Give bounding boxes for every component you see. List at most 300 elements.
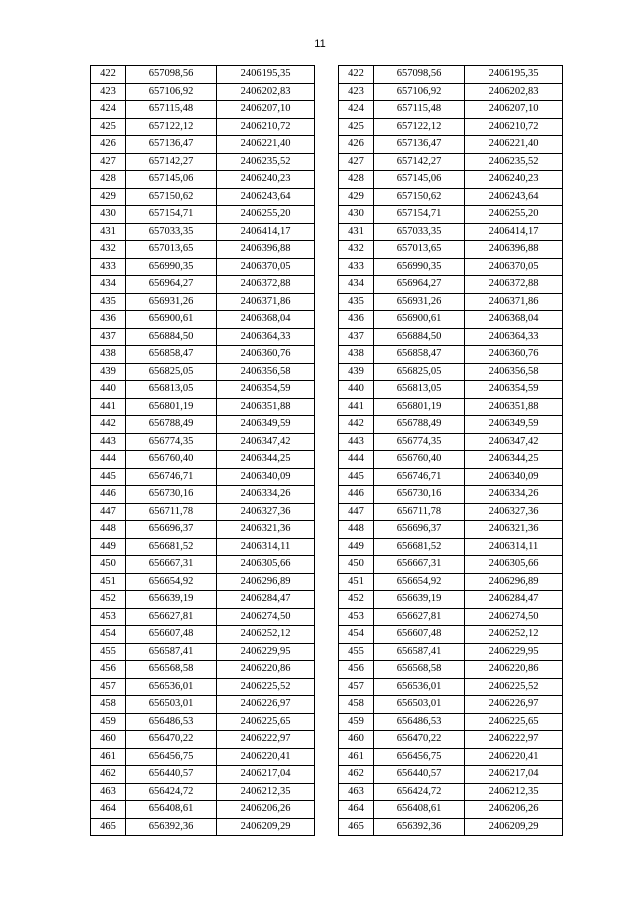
table-row	[339, 608, 563, 626]
x-coordinate-cell: 656470,22	[126, 731, 217, 749]
x-coordinate-cell: 657122,12	[374, 118, 465, 136]
x-coordinate-cell: 657013,65	[374, 241, 465, 259]
table-row	[91, 136, 315, 154]
y-coordinate-cell: 2406209,29	[217, 818, 315, 836]
table-row	[339, 398, 563, 416]
y-coordinate-cell: 2406354,59	[217, 381, 315, 399]
x-coordinate-cell: 657145,06	[374, 171, 465, 189]
table-row	[91, 118, 315, 136]
point-number-cell: 449	[339, 538, 374, 556]
y-coordinate-cell: 2406255,20	[217, 206, 315, 224]
x-coordinate-cell: 657033,35	[126, 223, 217, 241]
point-number-cell: 422	[91, 66, 126, 84]
y-coordinate-cell: 2406225,52	[465, 678, 563, 696]
table-row	[91, 556, 315, 574]
point-number-cell: 445	[91, 468, 126, 486]
x-coordinate-cell: 657122,12	[126, 118, 217, 136]
y-coordinate-cell: 2406360,76	[217, 346, 315, 364]
table-row	[339, 556, 563, 574]
point-number-cell: 456	[91, 661, 126, 679]
x-coordinate-cell: 656825,05	[374, 363, 465, 381]
y-coordinate-cell: 2406296,89	[465, 573, 563, 591]
x-coordinate-cell: 656858,47	[374, 346, 465, 364]
x-coordinate-cell: 656587,41	[374, 643, 465, 661]
point-number-cell: 434	[91, 276, 126, 294]
y-coordinate-cell: 2406225,65	[465, 713, 563, 731]
point-number-cell: 465	[339, 818, 374, 836]
y-coordinate-cell: 2406222,97	[465, 731, 563, 749]
point-number-cell: 457	[339, 678, 374, 696]
x-coordinate-cell: 657142,27	[374, 153, 465, 171]
table-row	[339, 328, 563, 346]
point-number-cell: 439	[91, 363, 126, 381]
y-coordinate-cell: 2406195,35	[465, 66, 563, 84]
table-row	[91, 66, 315, 84]
x-coordinate-cell: 656711,78	[374, 503, 465, 521]
x-coordinate-cell: 656503,01	[374, 696, 465, 714]
table-row	[91, 258, 315, 276]
y-coordinate-cell: 2406202,83	[465, 83, 563, 101]
table-row	[339, 766, 563, 784]
table-body-right	[339, 66, 563, 836]
x-coordinate-cell: 656681,52	[374, 538, 465, 556]
x-coordinate-cell: 656788,49	[126, 416, 217, 434]
point-number-cell: 440	[91, 381, 126, 399]
table-row	[339, 748, 563, 766]
point-number-cell: 444	[91, 451, 126, 469]
table-row	[339, 381, 563, 399]
y-coordinate-cell: 2406209,29	[465, 818, 563, 836]
table-row	[339, 801, 563, 819]
x-coordinate-cell: 656884,50	[374, 328, 465, 346]
y-coordinate-cell: 2406340,09	[465, 468, 563, 486]
x-coordinate-cell: 656858,47	[126, 346, 217, 364]
point-number-cell: 458	[91, 696, 126, 714]
point-number-cell: 462	[91, 766, 126, 784]
table-row	[91, 328, 315, 346]
point-number-cell: 455	[91, 643, 126, 661]
point-number-cell: 424	[91, 101, 126, 119]
y-coordinate-cell: 2406414,17	[465, 223, 563, 241]
x-coordinate-cell: 656964,27	[374, 276, 465, 294]
table-row	[339, 83, 563, 101]
point-number-cell: 463	[339, 783, 374, 801]
point-number-cell: 439	[339, 363, 374, 381]
y-coordinate-cell: 2406217,04	[217, 766, 315, 784]
table-row	[91, 293, 315, 311]
point-number-cell: 433	[339, 258, 374, 276]
y-coordinate-cell: 2406240,23	[217, 171, 315, 189]
x-coordinate-cell: 656774,35	[374, 433, 465, 451]
y-coordinate-cell: 2406344,25	[217, 451, 315, 469]
table-row	[339, 241, 563, 259]
table-row	[339, 223, 563, 241]
x-coordinate-cell: 656900,61	[126, 311, 217, 329]
point-number-cell: 427	[91, 153, 126, 171]
x-coordinate-cell: 656408,61	[126, 801, 217, 819]
point-number-cell: 432	[91, 241, 126, 259]
y-coordinate-cell: 2406372,88	[217, 276, 315, 294]
table-row	[91, 626, 315, 644]
y-coordinate-cell: 2406235,52	[217, 153, 315, 171]
point-number-cell: 459	[339, 713, 374, 731]
point-number-cell: 460	[339, 731, 374, 749]
table-row	[91, 223, 315, 241]
table-row	[339, 626, 563, 644]
table-row	[91, 171, 315, 189]
y-coordinate-cell: 2406220,41	[217, 748, 315, 766]
point-number-cell: 459	[91, 713, 126, 731]
y-coordinate-cell: 2406202,83	[217, 83, 315, 101]
table-row	[339, 206, 563, 224]
table-row	[91, 363, 315, 381]
point-number-cell: 428	[91, 171, 126, 189]
table-row	[339, 503, 563, 521]
point-number-cell: 437	[91, 328, 126, 346]
table-row	[91, 83, 315, 101]
point-number-cell: 442	[91, 416, 126, 434]
y-coordinate-cell: 2406296,89	[217, 573, 315, 591]
point-number-cell: 436	[339, 311, 374, 329]
y-coordinate-cell: 2406206,26	[465, 801, 563, 819]
x-coordinate-cell: 656536,01	[126, 678, 217, 696]
table-row	[91, 801, 315, 819]
point-number-cell: 424	[339, 101, 374, 119]
x-coordinate-cell: 656627,81	[126, 608, 217, 626]
point-number-cell: 428	[339, 171, 374, 189]
x-coordinate-cell: 656760,40	[126, 451, 217, 469]
point-number-cell: 461	[91, 748, 126, 766]
table-row	[339, 118, 563, 136]
y-coordinate-cell: 2406305,66	[465, 556, 563, 574]
point-number-cell: 435	[91, 293, 126, 311]
table-row	[91, 153, 315, 171]
table-row	[91, 276, 315, 294]
table-row	[91, 818, 315, 836]
y-coordinate-cell: 2406364,33	[217, 328, 315, 346]
point-number-cell: 426	[91, 136, 126, 154]
point-number-cell: 444	[339, 451, 374, 469]
point-number-cell: 464	[339, 801, 374, 819]
table-row	[91, 416, 315, 434]
x-coordinate-cell: 657150,62	[126, 188, 217, 206]
x-coordinate-cell: 656392,36	[374, 818, 465, 836]
table-row	[91, 503, 315, 521]
x-coordinate-cell: 656440,57	[126, 766, 217, 784]
x-coordinate-cell: 656486,53	[126, 713, 217, 731]
y-coordinate-cell: 2406240,23	[465, 171, 563, 189]
point-number-cell: 435	[339, 293, 374, 311]
point-number-cell: 427	[339, 153, 374, 171]
point-number-cell: 450	[339, 556, 374, 574]
x-coordinate-cell: 656486,53	[374, 713, 465, 731]
point-number-cell: 465	[91, 818, 126, 836]
table-row	[339, 591, 563, 609]
point-number-cell: 463	[91, 783, 126, 801]
point-number-cell: 426	[339, 136, 374, 154]
y-coordinate-cell: 2406351,88	[217, 398, 315, 416]
point-number-cell: 431	[339, 223, 374, 241]
table-row	[91, 661, 315, 679]
y-coordinate-cell: 2406368,04	[217, 311, 315, 329]
x-coordinate-cell: 657106,92	[374, 83, 465, 101]
point-number-cell: 458	[339, 696, 374, 714]
table-row	[339, 818, 563, 836]
x-coordinate-cell: 656587,41	[126, 643, 217, 661]
table-row	[91, 451, 315, 469]
point-number-cell: 447	[339, 503, 374, 521]
y-coordinate-cell: 2406372,88	[465, 276, 563, 294]
table-row	[91, 678, 315, 696]
table-row	[339, 713, 563, 731]
y-coordinate-cell: 2406235,52	[465, 153, 563, 171]
x-coordinate-cell: 656884,50	[126, 328, 217, 346]
table-row	[91, 398, 315, 416]
table-row	[91, 381, 315, 399]
x-coordinate-cell: 656760,40	[374, 451, 465, 469]
point-number-cell: 442	[339, 416, 374, 434]
x-coordinate-cell: 656746,71	[126, 468, 217, 486]
y-coordinate-cell: 2406274,50	[465, 608, 563, 626]
table-row	[339, 521, 563, 539]
y-coordinate-cell: 2406321,36	[465, 521, 563, 539]
point-number-cell: 448	[339, 521, 374, 539]
table-row	[91, 241, 315, 259]
y-coordinate-cell: 2406221,40	[217, 136, 315, 154]
y-coordinate-cell: 2406349,59	[217, 416, 315, 434]
point-number-cell: 449	[91, 538, 126, 556]
y-coordinate-cell: 2406371,86	[465, 293, 563, 311]
x-coordinate-cell: 656440,57	[374, 766, 465, 784]
table-row	[91, 521, 315, 539]
table-row	[91, 346, 315, 364]
table-row	[339, 258, 563, 276]
x-coordinate-cell: 656730,16	[126, 486, 217, 504]
y-coordinate-cell: 2406243,64	[465, 188, 563, 206]
x-coordinate-cell: 656536,01	[374, 678, 465, 696]
point-number-cell: 423	[339, 83, 374, 101]
x-coordinate-cell: 657115,48	[374, 101, 465, 119]
point-number-cell: 448	[91, 521, 126, 539]
y-coordinate-cell: 2406360,76	[465, 346, 563, 364]
y-coordinate-cell: 2406327,36	[465, 503, 563, 521]
y-coordinate-cell: 2406314,11	[465, 538, 563, 556]
x-coordinate-cell: 656639,19	[374, 591, 465, 609]
x-coordinate-cell: 656667,31	[126, 556, 217, 574]
table-row	[339, 153, 563, 171]
table-body-left	[91, 66, 315, 836]
x-coordinate-cell: 657136,47	[374, 136, 465, 154]
y-coordinate-cell: 2406207,10	[465, 101, 563, 119]
table-row	[91, 591, 315, 609]
y-coordinate-cell: 2406195,35	[217, 66, 315, 84]
y-coordinate-cell: 2406220,41	[465, 748, 563, 766]
point-number-cell: 430	[339, 206, 374, 224]
y-coordinate-cell: 2406221,40	[465, 136, 563, 154]
y-coordinate-cell: 2406243,64	[217, 188, 315, 206]
table-row	[339, 171, 563, 189]
y-coordinate-cell: 2406206,26	[217, 801, 315, 819]
x-coordinate-cell: 657033,35	[374, 223, 465, 241]
y-coordinate-cell: 2406274,50	[217, 608, 315, 626]
table-row	[91, 713, 315, 731]
y-coordinate-cell: 2406252,12	[465, 626, 563, 644]
table-row	[339, 451, 563, 469]
point-number-cell: 423	[91, 83, 126, 101]
point-number-cell: 456	[339, 661, 374, 679]
x-coordinate-cell: 656990,35	[374, 258, 465, 276]
point-number-cell: 453	[339, 608, 374, 626]
point-number-cell: 462	[339, 766, 374, 784]
point-number-cell: 422	[339, 66, 374, 84]
y-coordinate-cell: 2406210,72	[217, 118, 315, 136]
x-coordinate-cell: 657098,56	[126, 66, 217, 84]
x-coordinate-cell: 657142,27	[126, 153, 217, 171]
y-coordinate-cell: 2406220,86	[465, 661, 563, 679]
point-number-cell: 445	[339, 468, 374, 486]
y-coordinate-cell: 2406340,09	[217, 468, 315, 486]
point-number-cell: 454	[91, 626, 126, 644]
point-number-cell: 441	[91, 398, 126, 416]
table-row	[91, 101, 315, 119]
x-coordinate-cell: 656931,26	[126, 293, 217, 311]
x-coordinate-cell: 656801,19	[374, 398, 465, 416]
coordinates-table-right	[338, 65, 563, 836]
point-number-cell: 457	[91, 678, 126, 696]
table-row	[339, 363, 563, 381]
point-number-cell: 446	[91, 486, 126, 504]
x-coordinate-cell: 656424,72	[374, 783, 465, 801]
y-coordinate-cell: 2406334,26	[465, 486, 563, 504]
y-coordinate-cell: 2406356,58	[465, 363, 563, 381]
point-number-cell: 451	[91, 573, 126, 591]
x-coordinate-cell: 656696,37	[126, 521, 217, 539]
y-coordinate-cell: 2406305,66	[217, 556, 315, 574]
y-coordinate-cell: 2406210,72	[465, 118, 563, 136]
x-coordinate-cell: 656639,19	[126, 591, 217, 609]
y-coordinate-cell: 2406226,97	[217, 696, 315, 714]
table-row	[339, 661, 563, 679]
point-number-cell: 454	[339, 626, 374, 644]
x-coordinate-cell: 657098,56	[374, 66, 465, 84]
y-coordinate-cell: 2406225,52	[217, 678, 315, 696]
y-coordinate-cell: 2406207,10	[217, 101, 315, 119]
x-coordinate-cell: 657154,71	[374, 206, 465, 224]
table-row	[339, 783, 563, 801]
point-number-cell: 464	[91, 801, 126, 819]
table-row	[339, 136, 563, 154]
table-row	[339, 276, 563, 294]
table-row	[339, 643, 563, 661]
y-coordinate-cell: 2406212,35	[217, 783, 315, 801]
point-number-cell: 446	[339, 486, 374, 504]
y-coordinate-cell: 2406364,33	[465, 328, 563, 346]
table-row	[91, 573, 315, 591]
point-number-cell: 436	[91, 311, 126, 329]
table-row	[91, 643, 315, 661]
table-row	[91, 748, 315, 766]
table-row	[91, 468, 315, 486]
x-coordinate-cell: 656711,78	[126, 503, 217, 521]
x-coordinate-cell: 656813,05	[126, 381, 217, 399]
point-number-cell: 461	[339, 748, 374, 766]
y-coordinate-cell: 2406414,17	[217, 223, 315, 241]
y-coordinate-cell: 2406370,05	[217, 258, 315, 276]
table-row	[339, 433, 563, 451]
table-row	[91, 188, 315, 206]
x-coordinate-cell: 656990,35	[126, 258, 217, 276]
point-number-cell: 433	[91, 258, 126, 276]
point-number-cell: 429	[91, 188, 126, 206]
x-coordinate-cell: 656788,49	[374, 416, 465, 434]
point-number-cell: 450	[91, 556, 126, 574]
table-row	[339, 486, 563, 504]
x-coordinate-cell: 657150,62	[374, 188, 465, 206]
point-number-cell: 453	[91, 608, 126, 626]
x-coordinate-cell: 657136,47	[126, 136, 217, 154]
y-coordinate-cell: 2406226,97	[465, 696, 563, 714]
y-coordinate-cell: 2406220,86	[217, 661, 315, 679]
table-row	[339, 293, 563, 311]
point-number-cell: 460	[91, 731, 126, 749]
y-coordinate-cell: 2406314,11	[217, 538, 315, 556]
x-coordinate-cell: 656746,71	[374, 468, 465, 486]
x-coordinate-cell: 656470,22	[374, 731, 465, 749]
y-coordinate-cell: 2406229,95	[217, 643, 315, 661]
x-coordinate-cell: 656801,19	[126, 398, 217, 416]
x-coordinate-cell: 656964,27	[126, 276, 217, 294]
point-number-cell: 440	[339, 381, 374, 399]
point-number-cell: 443	[91, 433, 126, 451]
x-coordinate-cell: 656654,92	[126, 573, 217, 591]
point-number-cell: 438	[91, 346, 126, 364]
x-coordinate-cell: 656392,36	[126, 818, 217, 836]
x-coordinate-cell: 656825,05	[126, 363, 217, 381]
table-row	[339, 731, 563, 749]
y-coordinate-cell: 2406347,42	[465, 433, 563, 451]
x-coordinate-cell: 656408,61	[374, 801, 465, 819]
point-number-cell: 452	[339, 591, 374, 609]
x-coordinate-cell: 656696,37	[374, 521, 465, 539]
table-row	[339, 346, 563, 364]
x-coordinate-cell: 657154,71	[126, 206, 217, 224]
table-row	[91, 311, 315, 329]
page-number: 11	[314, 38, 326, 50]
table-row	[91, 766, 315, 784]
point-number-cell: 443	[339, 433, 374, 451]
y-coordinate-cell: 2406229,95	[465, 643, 563, 661]
x-coordinate-cell: 656568,58	[374, 661, 465, 679]
table-row	[339, 66, 563, 84]
table-row	[91, 206, 315, 224]
y-coordinate-cell: 2406349,59	[465, 416, 563, 434]
y-coordinate-cell: 2406396,88	[465, 241, 563, 259]
x-coordinate-cell: 656654,92	[374, 573, 465, 591]
table-row	[339, 696, 563, 714]
x-coordinate-cell: 656568,58	[126, 661, 217, 679]
y-coordinate-cell: 2406284,47	[217, 591, 315, 609]
y-coordinate-cell: 2406334,26	[217, 486, 315, 504]
point-number-cell: 438	[339, 346, 374, 364]
point-number-cell: 447	[91, 503, 126, 521]
table-row	[91, 783, 315, 801]
point-number-cell: 441	[339, 398, 374, 416]
table-row	[91, 433, 315, 451]
point-number-cell: 425	[91, 118, 126, 136]
table-row	[339, 678, 563, 696]
x-coordinate-cell: 657145,06	[126, 171, 217, 189]
point-number-cell: 434	[339, 276, 374, 294]
